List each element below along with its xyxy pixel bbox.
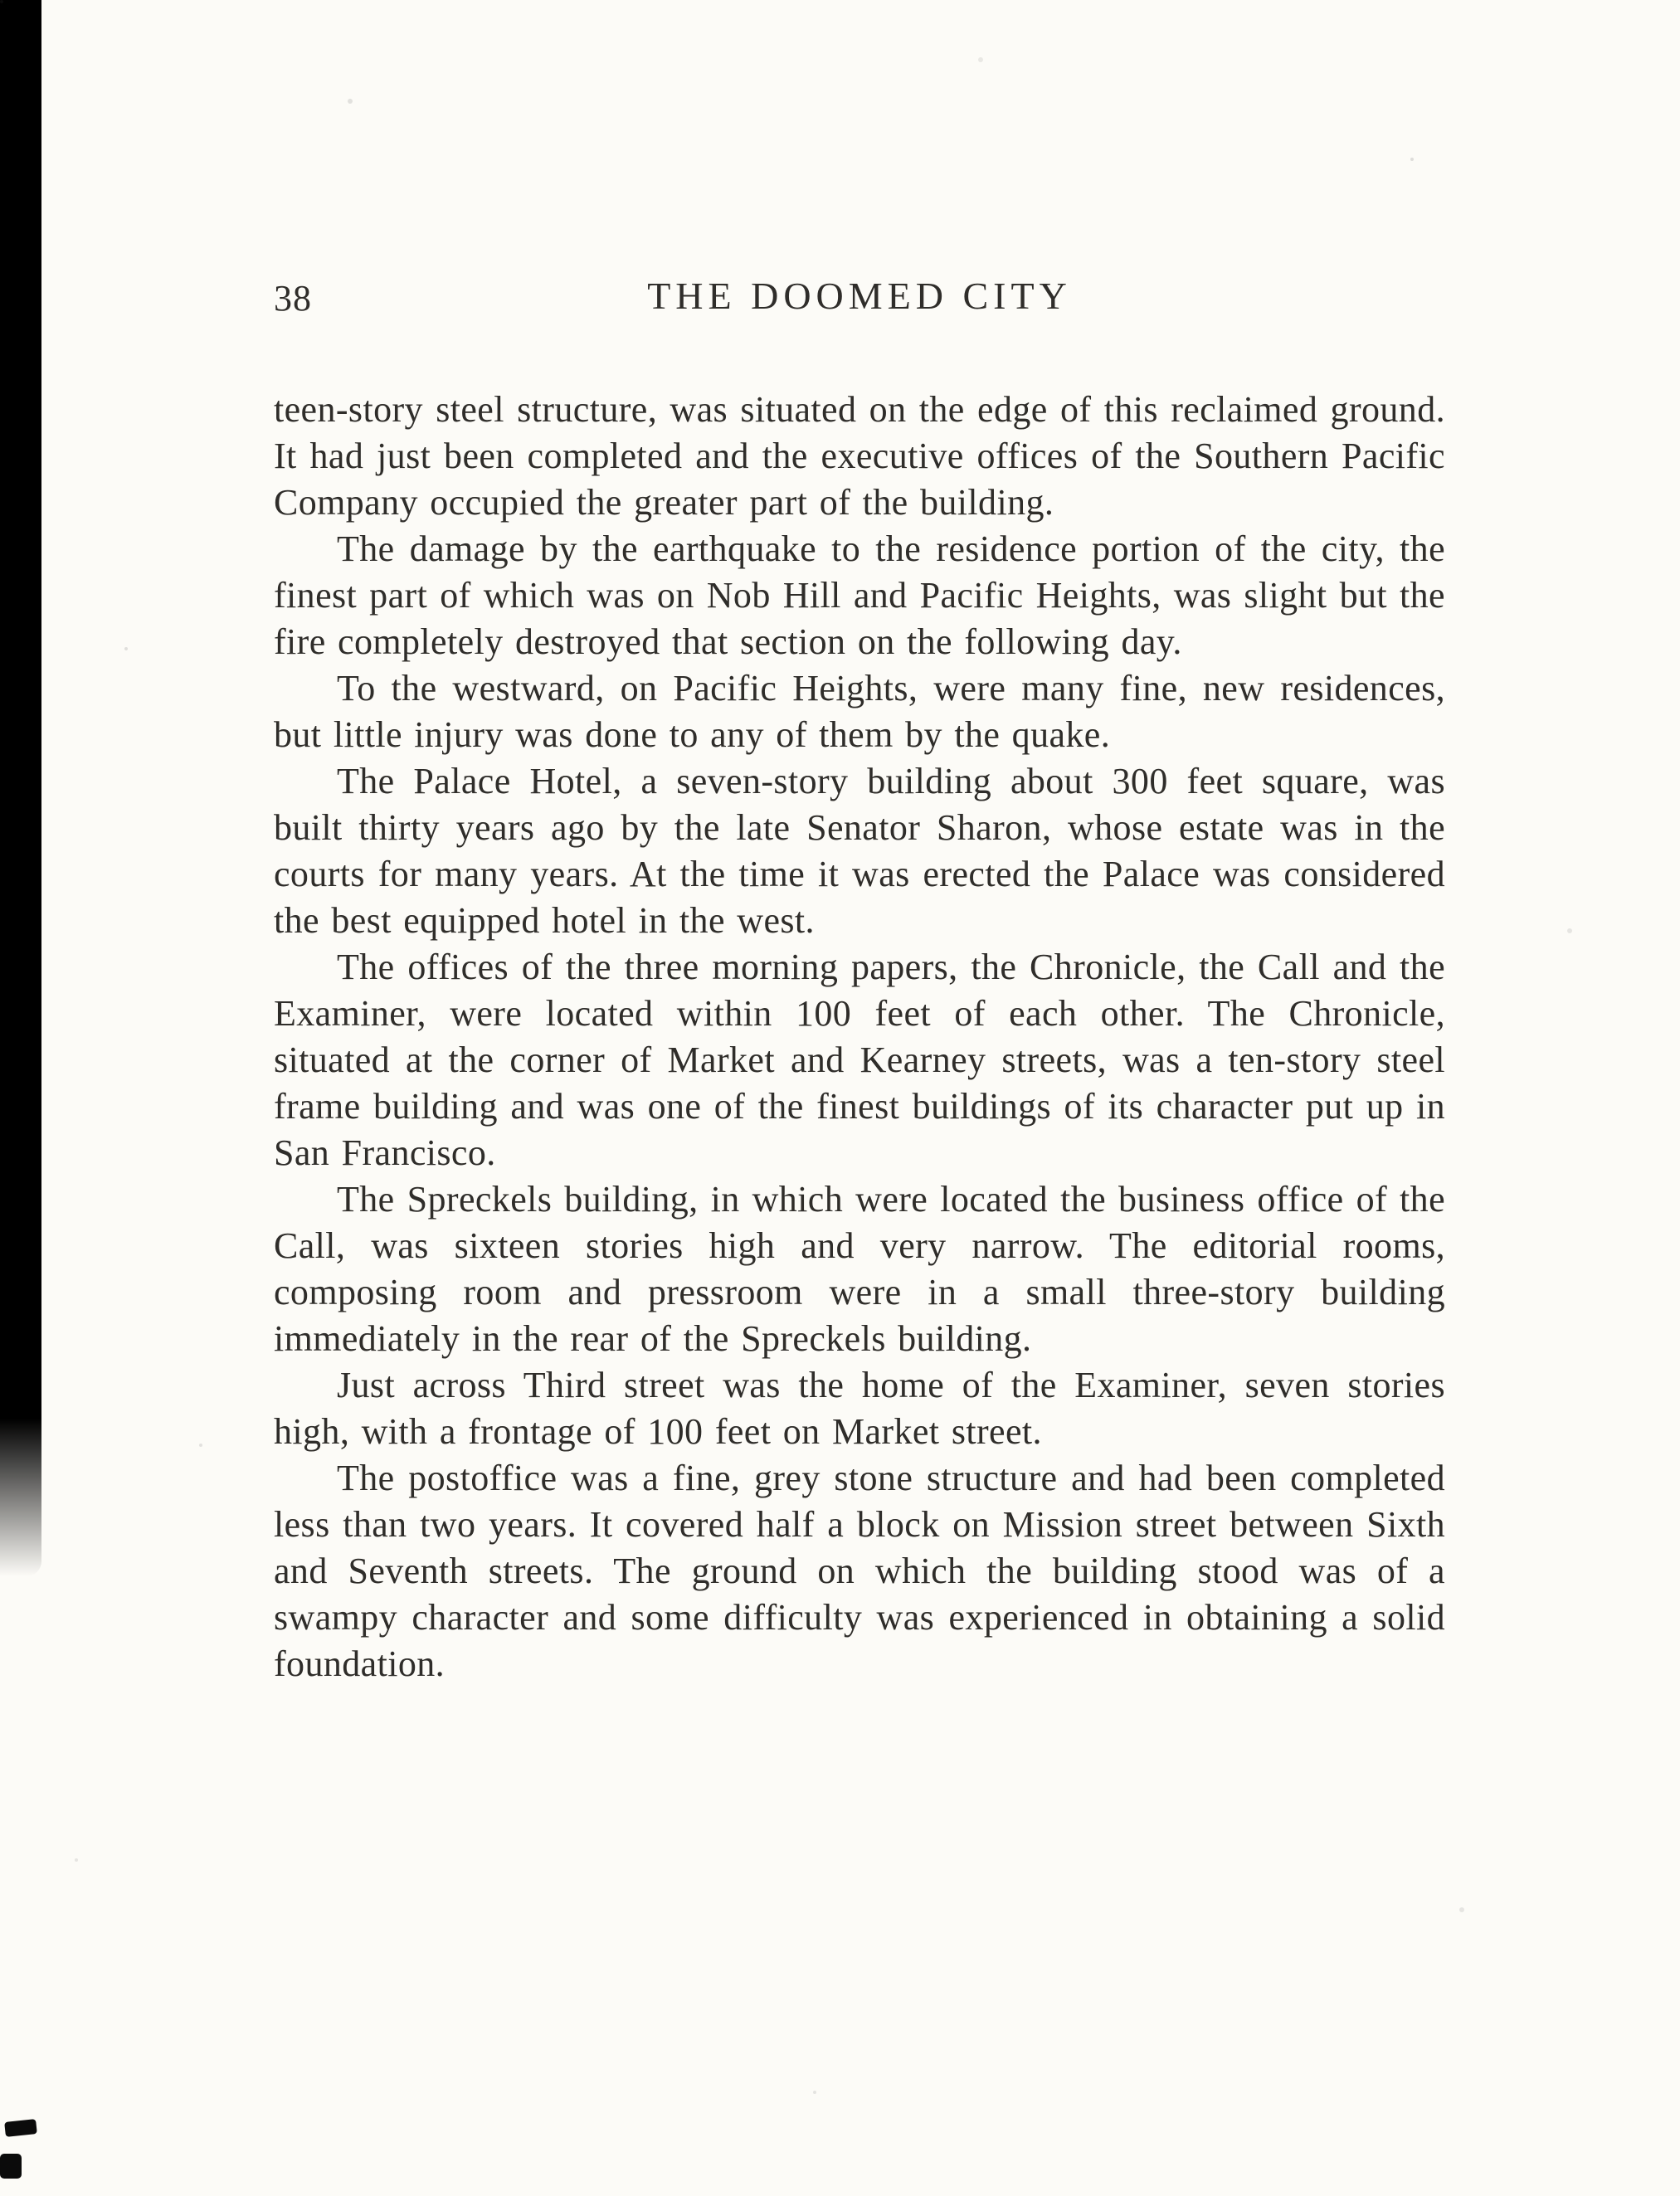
- paragraph: The postoffice was a fine, grey stone structure and had been completed less than two years. It covered half a block on Mission street between Sixth and Seventh streets. The ground on which the building stood was of a swampy character and some difficulty was experienced in obtaining a solid foundation.: [274, 1458, 1445, 1684]
- paragraph: Just across Third street was the home of the Examiner, seven stories high, with a frontage of 100 feet on Market street.: [274, 1365, 1445, 1452]
- paragraph-continuation: teen-story steel structure, was situated on the edge of this reclaimed ground. It had just been completed and the executive offices of the Southern Pacific Company occupied the greater part of the building.: [274, 389, 1445, 523]
- page-header: [274, 274, 1445, 325]
- scan-artifact-bottom-smudge-1: [4, 2119, 37, 2137]
- paragraph: The Spreckels building, in which were located the business office of the Call, was sixteen stories high and very narrow. The editorial rooms, composing room and pressroom were in a small three-story building immediately in the rear of the Spreckels building.: [274, 1179, 1445, 1359]
- text-block: [274, 387, 1445, 1687]
- running-head-title: THE DOOMED CITY: [647, 275, 1072, 317]
- paragraph: The damage by the earthquake to the residence portion of the city, the finest part of which was on Nob Hill and Pacific Heights, was slight but the fire completely destroyed that section on the following day.: [274, 528, 1445, 662]
- scan-artifact-bottom-smudge-2: [0, 2154, 22, 2179]
- scan-artifact-left-edge: [0, 0, 41, 1576]
- paragraph: The Palace Hotel, a seven-story building about 300 feet square, was built thirty years ago by the late Senator Sharon, whose estate was in the courts for many years. At the time it was erected the Palace was considered the best equipped hotel in the west.: [274, 761, 1445, 941]
- page-number: 38: [274, 278, 312, 319]
- paragraph: To the westward, on Pacific Heights, were many fine, new residences, but little injury was done to any of them by the quake.: [274, 668, 1445, 755]
- page-content: [274, 274, 1445, 1687]
- scan-dust-specks: [0, 0, 3, 3]
- paragraph: The offices of the three morning papers, the Chronicle, the Call and the Examiner, were located within 100 feet of each other. The Chronicle, situated at the corner of Market and Kearney streets, was a ten-story steel frame building and was one of the finest buildings of its character put up in San Francisco.: [274, 947, 1445, 1173]
